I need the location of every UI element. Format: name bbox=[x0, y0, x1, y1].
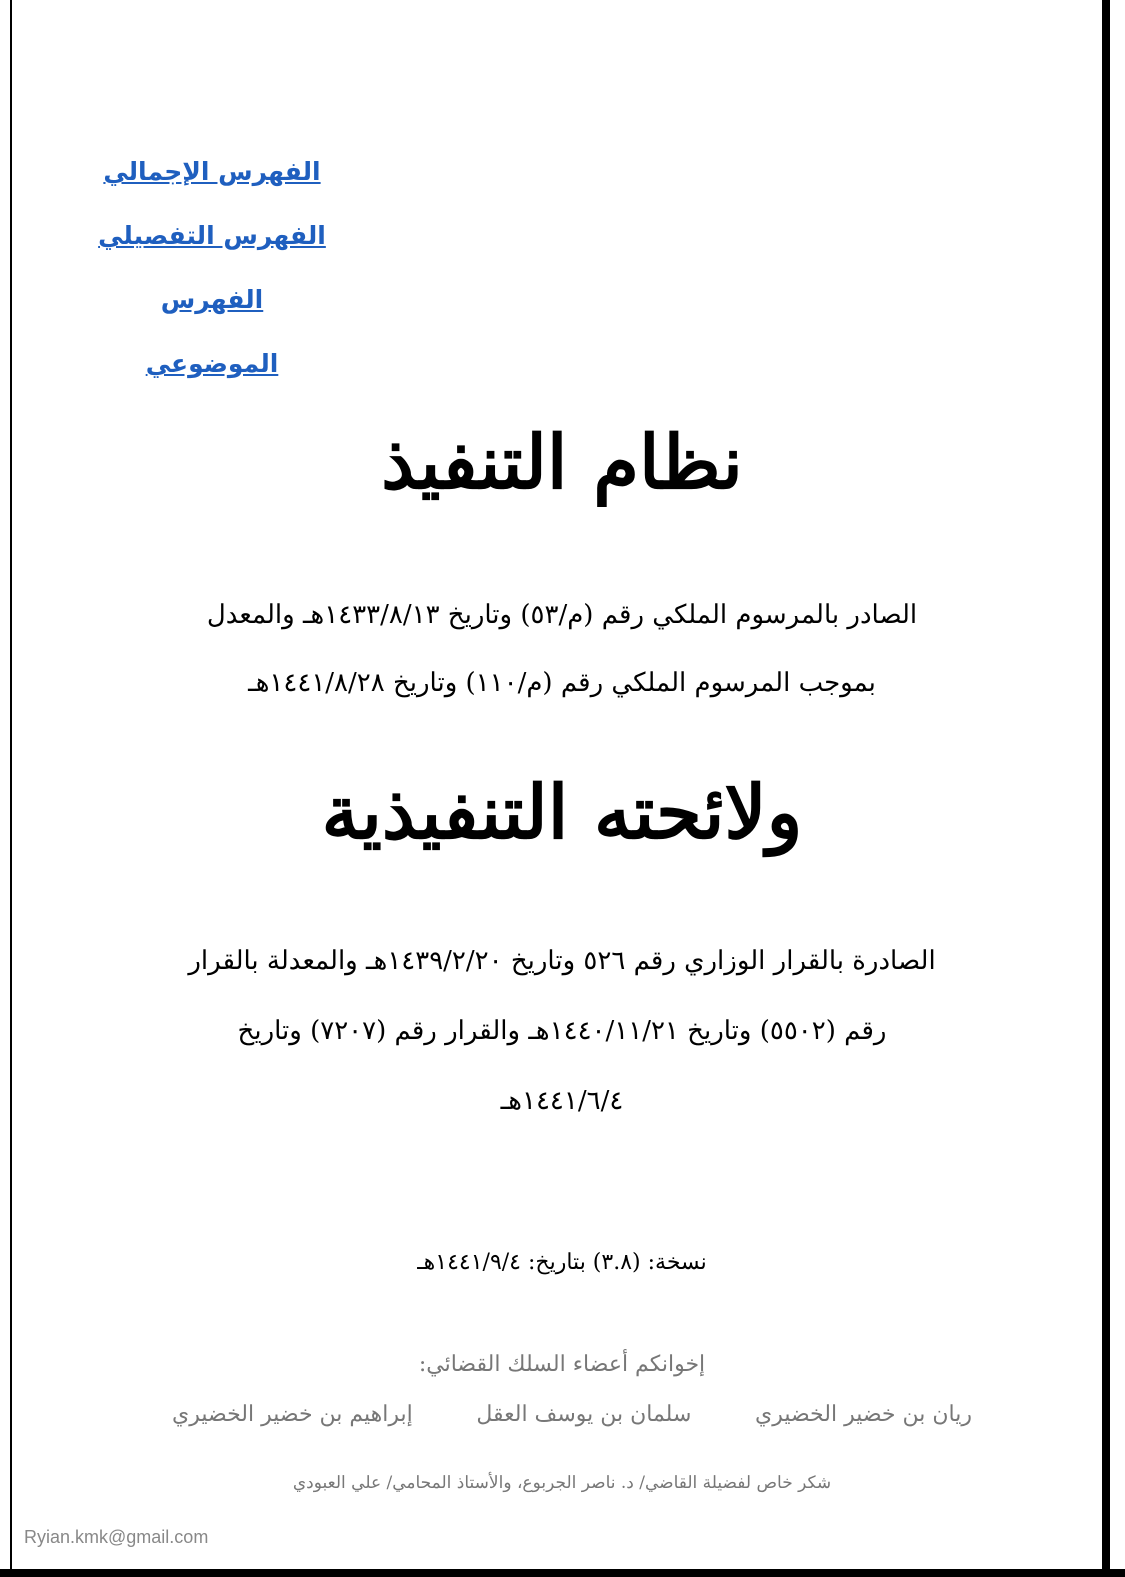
page-bottom-border bbox=[0, 1569, 1125, 1577]
second-title: ولائحته التنفيذية bbox=[321, 770, 803, 856]
regulation-line-3: ١٤٤١/٦/٤هـ bbox=[500, 1086, 624, 1116]
version-line: نسخة: (٣.٨) بتاريخ: ١٤٤١/٩/٤هـ bbox=[417, 1250, 707, 1275]
table-of-contents-links bbox=[92, 140, 332, 396]
regulation-line-2: رقم (٥٥٠٢) وتاريخ ١٤٤٠/١١/٢١هـ والقرار رقم (٧٢٠٧) وتاريخ bbox=[237, 1016, 887, 1046]
authors-list bbox=[172, 1402, 972, 1427]
contact-email: Ryian.kmk@gmail.com bbox=[24, 1527, 209, 1547]
toc-link-detailed[interactable]: الفهرس التفصيلي bbox=[98, 221, 326, 250]
author-name: ريان بن خضير الخضيري bbox=[754, 1402, 972, 1427]
regulation-line-1: الصادرة بالقرار الوزاري رقم ٥٢٦ وتاريخ ١٤٣٩/٢/٢٠هـ والمعدلة بالقرار bbox=[188, 946, 936, 976]
author-name: سلمان بن يوسف العقل bbox=[476, 1402, 692, 1427]
decree-line-2: بموجب المرسوم الملكي رقم (م/١١٠) وتاريخ ١٤٤١/٨/٢٨هـ bbox=[248, 668, 876, 698]
decree-line-1: الصادر بالمرسوم الملكي رقم (م/٥٣) وتاريخ ١٤٣٣/٨/١٣هـ والمعدل bbox=[206, 600, 918, 630]
thanks-line: شكر خاص لفضيلة القاضي/ د. ناصر الجربوع، والأستاذ المحامي/ علي العبودي bbox=[292, 1473, 832, 1493]
author-name: إبراهيم بن خضير الخضيري bbox=[172, 1402, 413, 1427]
toc-link-overview[interactable]: الفهرس الإجمالي bbox=[103, 157, 321, 186]
toc-link-subject[interactable]: الفهرس الموضوعي bbox=[145, 285, 279, 378]
document-page bbox=[10, 0, 1110, 1577]
authors-heading: إخوانكم أعضاء السلك القضائي: bbox=[418, 1352, 706, 1377]
main-title: نظام التنفيذ bbox=[381, 420, 743, 506]
